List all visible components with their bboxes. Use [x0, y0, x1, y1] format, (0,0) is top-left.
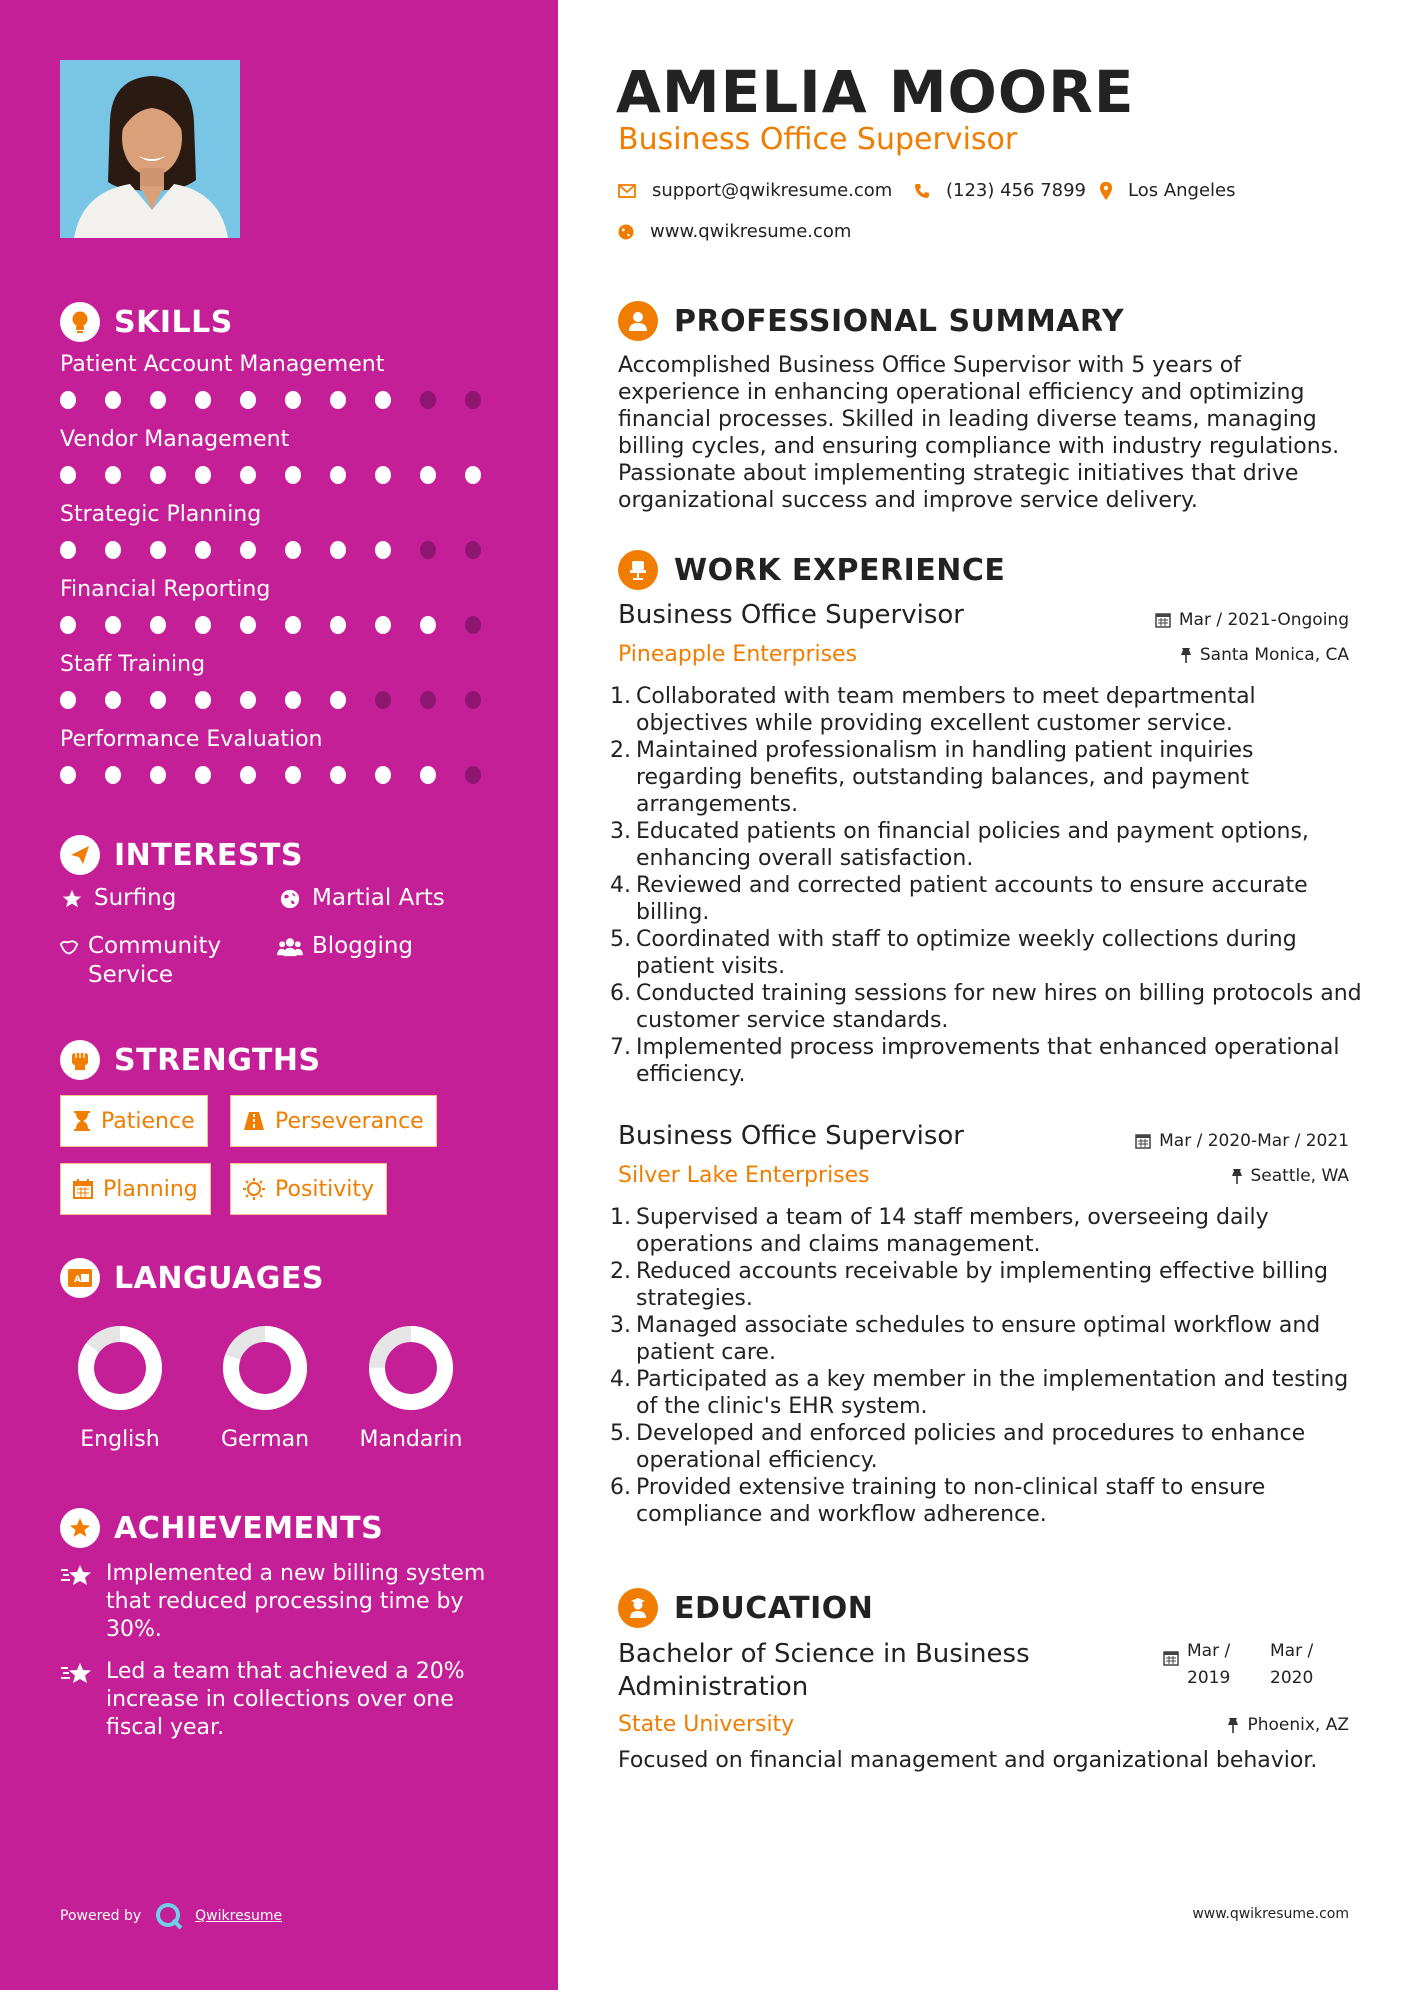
- skill-item: [60, 727, 510, 784]
- duty-item: Educated patients on financial policies and payment options, enhancing overall satisfaction.: [636, 819, 1309, 871]
- rating-dot: [465, 391, 481, 409]
- language-label: Mandarin: [359, 1427, 463, 1452]
- language-label: English: [80, 1427, 160, 1452]
- rating-dot: [420, 616, 436, 634]
- job-company: Pineapple Enterprises: [618, 642, 858, 667]
- rating-dot: [330, 541, 346, 559]
- skill-item: [60, 577, 510, 634]
- fist-icon: [60, 1040, 100, 1080]
- job-title: Business Office Supervisor: [618, 1121, 964, 1151]
- rating-dot: [60, 466, 76, 484]
- rating-dot: [285, 466, 301, 484]
- skill-name: Performance Evaluation: [60, 727, 323, 752]
- skill-rating: [60, 541, 510, 559]
- calendar-icon: [1155, 612, 1171, 628]
- job-location: Santa Monica, CA: [1180, 645, 1349, 665]
- rating-dot: [330, 616, 346, 634]
- rating-dot: [375, 541, 391, 559]
- education-heading: EDUCATION: [618, 1588, 873, 1628]
- road-icon: [243, 1111, 265, 1131]
- rating-dot: [465, 616, 481, 634]
- duty-item: Supervised a team of 14 staff members, overseeing daily operations and claims management.: [636, 1205, 1269, 1257]
- rating-dot: [420, 766, 436, 784]
- graduate-icon: [618, 1588, 658, 1628]
- rating-dot: [285, 691, 301, 709]
- job-duties: [618, 683, 1363, 1088]
- strengths-heading: STRENGTHS: [60, 1040, 321, 1080]
- skill-name: Vendor Management: [60, 427, 290, 452]
- briefcase-chair-icon: [618, 550, 658, 590]
- skill-rating: [60, 616, 510, 634]
- rating-dot: [240, 691, 256, 709]
- rating-dot: [195, 541, 211, 559]
- rating-dot: [150, 616, 166, 634]
- rating-dot: [105, 616, 121, 634]
- rating-dot: [375, 766, 391, 784]
- language-icon: [60, 1258, 100, 1298]
- language-label: German: [220, 1427, 310, 1452]
- rating-dot: [375, 466, 391, 484]
- skill-rating: [60, 466, 510, 484]
- language-ring: [77, 1325, 163, 1411]
- skill-item: [60, 427, 510, 484]
- rating-dot: [105, 541, 121, 559]
- rating-dot: [285, 616, 301, 634]
- rating-dot: [150, 466, 166, 484]
- rating-dot: [150, 766, 166, 784]
- skill-name: Financial Reporting: [60, 577, 271, 602]
- rating-dot: [105, 691, 121, 709]
- job-title: Business Office Supervisor: [618, 600, 964, 630]
- education-description: Focused on financial management and organizational behavior.: [618, 1748, 1318, 1773]
- star-badge-icon: [60, 1508, 100, 1548]
- rating-dot: [375, 616, 391, 634]
- rating-dot: [465, 541, 481, 559]
- contact-location: Los Angeles: [1100, 180, 1236, 201]
- pushpin-icon: [1180, 647, 1192, 663]
- rating-dot: [375, 391, 391, 409]
- skill-rating: [60, 391, 510, 409]
- rating-dot: [150, 391, 166, 409]
- rating-dot: [330, 391, 346, 409]
- strength-badge: Patience: [60, 1095, 208, 1147]
- rating-dot: [420, 391, 436, 409]
- rating-dot: [465, 466, 481, 484]
- summary-heading: PROFESSIONAL SUMMARY: [618, 301, 1124, 341]
- interest-item: Blogging: [276, 932, 413, 961]
- rating-dot: [285, 391, 301, 409]
- language-item: [60, 1325, 180, 1452]
- sun-icon: [243, 1178, 265, 1200]
- pushpin-icon: [1231, 1168, 1243, 1184]
- education-start: Mar / 2019: [1163, 1638, 1241, 1692]
- rating-dot: [150, 541, 166, 559]
- contact-phone[interactable]: (123) 456 7899: [914, 180, 1086, 201]
- achievements-heading: ACHIEVEMENTS: [60, 1508, 383, 1548]
- candidate-name: AMELIA MOORE: [616, 58, 1135, 126]
- rating-dot: [420, 691, 436, 709]
- contact-email[interactable]: support@qwikresume.com: [618, 180, 892, 201]
- globe-icon: [618, 224, 634, 240]
- language-ring: [222, 1325, 308, 1411]
- duty-item: Reviewed and corrected patient accounts to ensure accurate billing.: [636, 873, 1308, 925]
- duty-item: Conducted training sessions for new hires on billing protocols and customer service standards.: [636, 981, 1362, 1033]
- rating-dot: [195, 616, 211, 634]
- shooting-star-icon: [60, 1560, 94, 1644]
- lightbulb-icon: [60, 302, 100, 342]
- job-location: Seattle, WA: [1231, 1166, 1350, 1186]
- qwikresume-link[interactable]: Qwikresume: [195, 1908, 283, 1924]
- job-dates: Mar / 2020-Mar / 2021: [1135, 1131, 1349, 1151]
- rating-dot: [465, 766, 481, 784]
- interest-item: Community Service: [58, 932, 258, 990]
- rating-dot: [60, 691, 76, 709]
- calendar-icon: [73, 1179, 93, 1199]
- school-name: State University: [618, 1712, 795, 1737]
- pushpin-icon: [1227, 1717, 1239, 1733]
- duty-item: Reduced accounts receivable by implementing effective billing strategies.: [636, 1259, 1328, 1311]
- duty-item: Provided extensive training to non-clinical staff to ensure compliance and workflow adherence.: [636, 1475, 1266, 1527]
- interests-heading: INTERESTS: [60, 835, 303, 875]
- rating-dot: [60, 391, 76, 409]
- globe-icon: [276, 884, 304, 910]
- duty-item: Developed and enforced policies and procedures to enhance operational efficiency.: [636, 1421, 1306, 1473]
- candidate-role: Business Office Supervisor: [618, 122, 1018, 157]
- rating-dot: [105, 466, 121, 484]
- languages-heading: A LANGUAGES: [60, 1258, 324, 1298]
- rating-dot: [285, 766, 301, 784]
- rating-dot: [240, 616, 256, 634]
- envelope-icon: [618, 184, 636, 198]
- strength-badge: Positivity: [230, 1163, 387, 1215]
- skill-name: Patient Account Management: [60, 352, 385, 377]
- language-item: [351, 1325, 471, 1452]
- achievement-item: Implemented a new billing system that reduced processing time by 30%.: [60, 1560, 510, 1644]
- skill-item: [60, 502, 510, 559]
- handshake-icon: [58, 932, 80, 958]
- rating-dot: [330, 766, 346, 784]
- hourglass-icon: [73, 1110, 91, 1132]
- duty-item: Implemented process improvements that enhanced operational efficiency.: [636, 1035, 1340, 1087]
- rating-dot: [195, 466, 211, 484]
- main-content: [558, 0, 1407, 1990]
- rating-dot: [60, 541, 76, 559]
- rating-dot: [285, 541, 301, 559]
- rating-dot: [60, 616, 76, 634]
- interest-item: Martial Arts: [276, 884, 445, 913]
- footer-website[interactable]: www.qwikresume.com: [1192, 1906, 1349, 1922]
- rating-dot: [105, 391, 121, 409]
- rating-dot: [195, 391, 211, 409]
- rating-dot: [240, 766, 256, 784]
- rating-dot: [420, 466, 436, 484]
- degree-title: Bachelor of Science in Business Administration: [618, 1639, 1030, 1702]
- language-ring: [368, 1325, 454, 1411]
- rating-dot: [465, 691, 481, 709]
- duty-item: Participated as a key member in the implementation and testing of the clinic's EHR system.: [636, 1367, 1349, 1419]
- strength-badge: Perseverance: [230, 1095, 437, 1147]
- interest-item: Surfing: [58, 884, 176, 913]
- experience-heading: WORK EXPERIENCE: [618, 550, 1005, 590]
- job-duties: [618, 1204, 1363, 1528]
- rating-dot: [330, 691, 346, 709]
- star-icon: [58, 884, 86, 910]
- paper-plane-icon: [60, 835, 100, 875]
- skill-name: Strategic Planning: [60, 502, 262, 527]
- skill-name: Staff Training: [60, 652, 206, 677]
- rating-dot: [240, 541, 256, 559]
- rating-dot: [420, 541, 436, 559]
- skill-item: [60, 652, 510, 709]
- sidebar: [0, 0, 558, 1990]
- rating-dot: [150, 691, 166, 709]
- calendar-icon: [1135, 1133, 1151, 1149]
- skill-item: [60, 352, 510, 409]
- language-item: [205, 1325, 325, 1452]
- skill-rating: [60, 766, 510, 784]
- rating-dot: [105, 766, 121, 784]
- powered-by: Powered by Qwikresume: [60, 1902, 282, 1930]
- svg-text:A: A: [74, 1275, 81, 1285]
- rating-dot: [195, 766, 211, 784]
- rating-dot: [330, 466, 346, 484]
- profile-photo: [60, 60, 240, 238]
- shooting-star-icon: [60, 1658, 94, 1742]
- contact-website[interactable]: www.qwikresume.com: [618, 221, 851, 242]
- summary-text: Accomplished Business Office Supervisor with 5 years of experience in enhancing operational efficiency and optimizing financial processes. Skilled in leading diverse teams, managing billing cycles, and ensuring compliance with industry regulations. Passionate about implementing strategic initiatives that drive organizational success and improve service delivery.: [618, 353, 1340, 513]
- rating-dot: [240, 466, 256, 484]
- rating-dot: [240, 391, 256, 409]
- rating-dot: [60, 766, 76, 784]
- skills-heading: SKILLS: [60, 302, 233, 342]
- qwikresume-logo-icon: [155, 1902, 183, 1930]
- job-dates: Mar / 2021-Ongoing: [1155, 610, 1349, 630]
- achievement-item: Led a team that achieved a 20% increase in collections over one fiscal year.: [60, 1658, 510, 1742]
- duty-item: Maintained professionalism in handling patient inquiries regarding benefits, outstanding balances, and payment arrangements.: [636, 738, 1254, 817]
- phone-icon: [914, 183, 930, 199]
- users-icon: [276, 932, 304, 958]
- duty-item: Managed associate schedules to ensure optimal workflow and patient care.: [636, 1313, 1321, 1365]
- education-end: Mar / 2020: [1270, 1641, 1314, 1688]
- map-pin-icon: [1100, 182, 1112, 200]
- rating-dot: [195, 691, 211, 709]
- duty-item: Collaborated with team members to meet departmental objectives while providing excellent customer service.: [636, 684, 1256, 736]
- education-location: Phoenix, AZ: [1227, 1715, 1349, 1735]
- calendar-icon: [1163, 1650, 1179, 1666]
- user-icon: [618, 301, 658, 341]
- job-company: Silver Lake Enterprises: [618, 1163, 870, 1188]
- strength-badge: Planning: [60, 1163, 211, 1215]
- skill-rating: [60, 691, 510, 709]
- duty-item: Coordinated with staff to optimize weekly collections during patient visits.: [636, 927, 1297, 979]
- rating-dot: [375, 691, 391, 709]
